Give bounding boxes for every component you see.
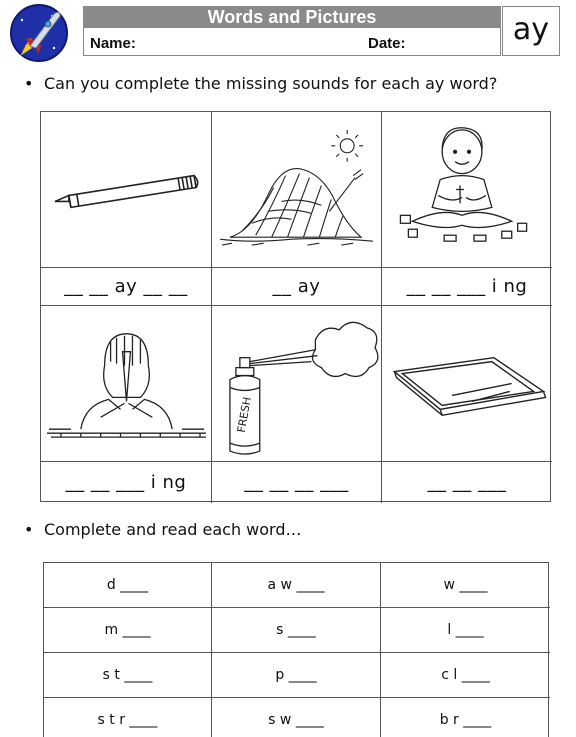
bullet-icon: •	[24, 520, 34, 539]
picture-cell-praying	[41, 306, 212, 462]
date-label: Date:	[368, 35, 406, 52]
name-date-row	[83, 28, 501, 56]
word-cell: d ____	[44, 563, 212, 608]
spray-can-label: FRESH	[234, 395, 254, 434]
picture-cell-haystack	[212, 112, 382, 268]
child-playing-icon	[382, 112, 552, 267]
word-cell: s t r ____	[44, 698, 212, 737]
word-cell: c l ____	[381, 653, 550, 698]
caption-spray: __ __ __ ___	[212, 462, 382, 503]
target-sound-box: ay	[502, 6, 560, 56]
haystack-icon	[212, 112, 381, 267]
caption-playing: __ __ ___ i ng	[382, 268, 552, 306]
word-table	[43, 562, 549, 737]
picture-cell-tray	[382, 306, 552, 462]
word-cell: a w ____	[212, 563, 381, 608]
bullet-icon: •	[24, 74, 34, 93]
word-cell: w ____	[381, 563, 550, 608]
word-cell: m ____	[44, 608, 212, 653]
instruction-missing-sounds	[24, 74, 497, 93]
picture-cell-crayon	[41, 112, 212, 268]
instruction-text: Can you complete the missing sounds for each ay word?	[44, 74, 498, 93]
word-cell: l ____	[381, 608, 550, 653]
word-cell: p ____	[212, 653, 381, 698]
caption-hay: __ ay	[212, 268, 382, 306]
caption-praying: __ __ ___ i ng	[41, 462, 212, 503]
instruction-text: Complete and read each word…	[44, 520, 302, 539]
caption-crayon: __ __ ay __ __	[41, 268, 212, 306]
picture-cell-child	[382, 112, 552, 268]
praying-person-icon	[41, 306, 211, 461]
spray-can-icon	[212, 306, 381, 461]
tray-icon	[382, 306, 552, 461]
caption-tray: __ __ ___	[427, 472, 507, 493]
rocket-logo-icon	[8, 2, 70, 64]
worksheet-title: Words and Pictures	[83, 6, 501, 28]
word-cell: s ____	[212, 608, 381, 653]
name-label: Name:	[90, 35, 136, 52]
picture-grid	[40, 111, 551, 502]
instruction-complete-words	[24, 520, 302, 539]
picture-cell-spray	[212, 306, 382, 462]
word-cell: s t ____	[44, 653, 212, 698]
crayon-icon	[41, 112, 211, 267]
word-cell: s w ____	[212, 698, 381, 737]
word-cell: b r ____	[381, 698, 550, 737]
